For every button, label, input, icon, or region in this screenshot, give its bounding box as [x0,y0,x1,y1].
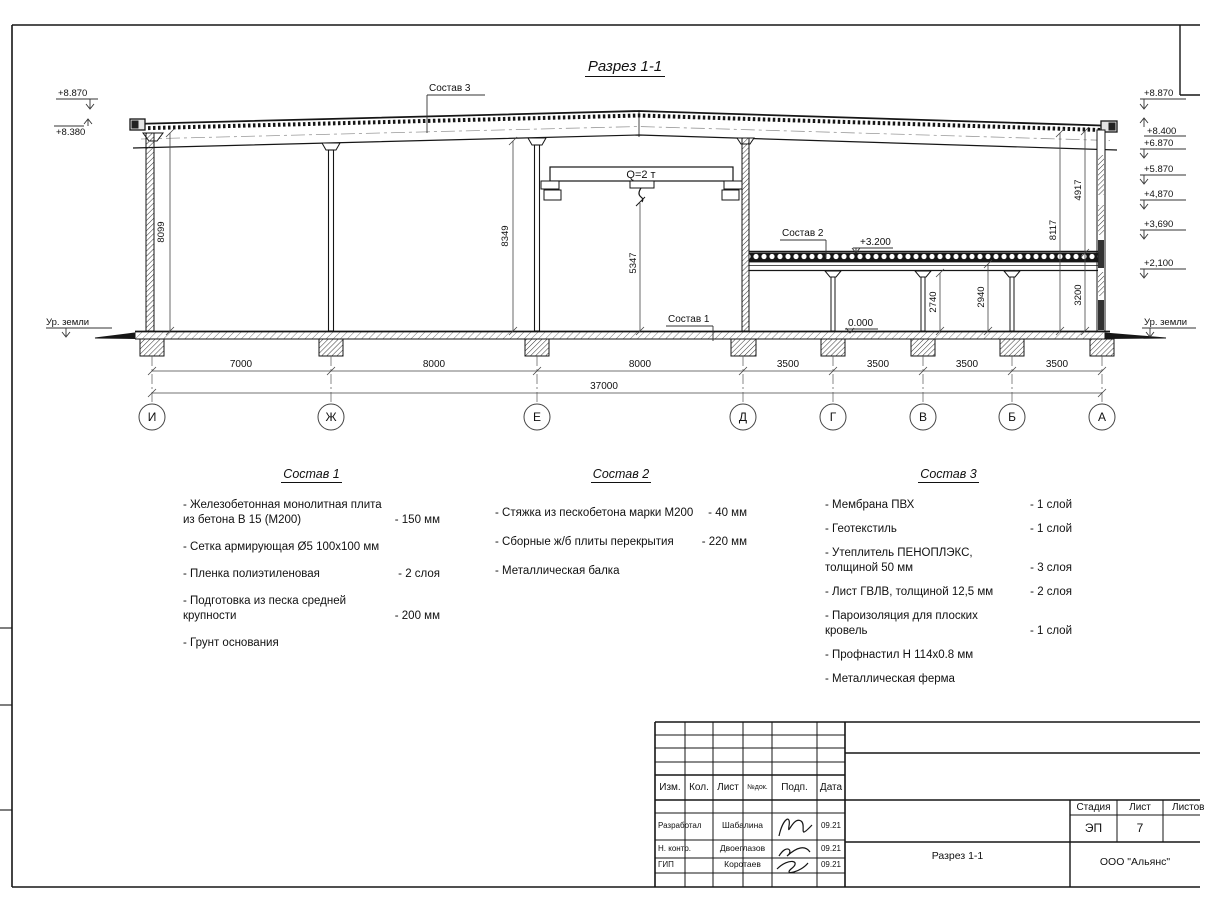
ground-line-right [1105,333,1166,339]
dim-label: 5347 [628,252,639,274]
stamp-col-ndok: №док. [747,784,768,791]
note-item: - Мембрана ПВХ - 1 слой [825,499,1072,512]
dim-label: 3500 [955,359,979,370]
stamp-role: Разработал [658,821,702,830]
stamp-col-list: Лист [717,782,739,793]
stamp-role: ГИП [658,860,674,869]
notes-sostav-2 [495,466,747,593]
axis-label: В [918,410,928,424]
dim-label: 3500 [776,359,800,370]
callouts [427,83,826,341]
note-item: - Металлическая ферма [825,672,955,685]
note-item: - Сборные ж/б плиты перекрытия - 220 мм [495,536,747,549]
elevation-label: +3.200 [860,237,891,248]
note-item: - Подготовка из песка средней крупности - 200 мм [183,595,440,622]
dim-label: 3200 [1073,284,1084,306]
callout-label: Состав 3 [429,83,471,94]
stamp-sheets-label: Листов [1172,802,1205,813]
notes-sostav-1 [183,466,440,663]
stamp-doc-name: Разрез 1-1 [931,850,984,862]
elevation-label: +5.870 [1144,164,1174,175]
elevation-label: +4,870 [1144,189,1174,200]
stamp-name: Двоеглазов [719,843,766,853]
dim-label: 4917 [1073,179,1084,201]
ground-label: Ур. земли [1144,317,1188,328]
axis-label: Г [829,410,837,424]
elevation-label: +3,690 [1144,219,1174,230]
signature [777,861,808,872]
note-item: - Пароизоляция для плоских кровель - 1 слой [825,609,1072,637]
axis-label: Д [738,410,748,424]
dim-label-total: 37000 [590,381,618,392]
elevation-label: +8.870 [1144,88,1174,99]
elevation-label: 0.000 [848,318,874,329]
notes-sostav-3 [825,466,1072,696]
note-item: - Геотекстиль - 1 слой [825,523,1072,536]
note-item: - Лист ГВЛВ, толщиной 12,5 мм - 2 слоя [825,586,1072,598]
dim-label: 8349 [500,225,511,247]
stamp-sheet-label: Лист [1129,802,1151,813]
axis-label: А [1097,410,1107,424]
elevation-label: +2,100 [1144,258,1174,269]
mezzanine-floor [749,252,1098,332]
stamp-stage-label: Стадия [1076,802,1111,813]
axis-label: И [147,410,157,424]
signatures [777,819,812,872]
walls-and-columns [143,130,1105,331]
dim-label: 7000 [229,359,253,370]
note-item: - Утеплитель ПЕНОПЛЭКС, толщиной 50 мм - 3 слоя [825,547,1072,575]
dim-label: 2940 [976,286,987,308]
notes-title: Состав 3 [920,467,977,481]
dim-label: 3500 [1045,359,1069,370]
signature [779,819,812,836]
axis-label: Б [1008,410,1016,424]
stamp-col-podp: Подп. [781,782,808,793]
stamp-date: 09.21 [820,821,842,830]
stamp-name: Шабалина [721,820,764,830]
crane-load-label: Q=2 т [626,169,656,181]
floor-and-foundations [95,332,1166,357]
dim-label: 2740 [928,291,939,313]
stamp-date: 09.21 [820,860,842,869]
stamp-role: Н. контр. [658,844,692,853]
elevation-label: +6.870 [1144,138,1174,149]
sheet-frame [0,25,1200,887]
stamp-col-izm: Изм. [659,782,681,793]
dim-label: 8000 [422,359,446,370]
stamp-org-name: ООО "Альянс" [1099,856,1171,868]
note-item: - Грунт основания [183,636,279,649]
dim-label: 8099 [156,221,167,243]
axis-label: Ж [325,410,337,424]
callout-label: Состав 2 [782,228,824,239]
axis-label: Е [532,410,542,424]
roof-truss [130,111,1117,150]
dim-label: 8117 [1048,219,1059,241]
dim-label: 8000 [628,359,652,370]
note-item: - Сетка армирующая Ø5 100x100 мм [183,541,380,554]
stamp-col-kol: Кол. [689,782,709,793]
ground-line-left [95,333,135,339]
stamp-date: 09.21 [820,844,842,853]
vertical-dimensions [156,127,1089,335]
note-item: - Стяжка из пескобетона марки М200 - 40 мм [495,507,747,520]
page-title: Разрез 1-1 [545,58,705,75]
notes-title: Состав 2 [592,467,650,481]
notes-title: Состав 1 [283,467,340,481]
stamp-name: Коротаев [724,859,761,869]
elevation-label: +8.870 [58,88,88,99]
callout-label: Состав 1 [668,314,710,325]
elevation-label: +8.380 [56,127,86,138]
note-item: - Профнастил Н 114x0.8 мм [825,648,974,661]
dim-label: 3500 [866,359,890,370]
stamp-col-data: Дата [819,782,843,793]
ground-label: Ур. земли [46,317,90,328]
horizontal-dimensions [148,356,1106,404]
note-item: - Пленка полиэтиленовая - 2 слоя [183,568,440,581]
axis-bubbles [139,404,1115,430]
note-item: - Железобетонная монолитная плита из бетона В 15 (М200) - 150 мм [183,499,440,527]
elevation-label: +8.400 [1147,126,1177,137]
note-item: - Металлическая балка [495,565,620,578]
signature [779,848,810,856]
stamp-sheet-value: 7 [1136,821,1144,835]
stamp-stage-value: ЭП [1084,821,1103,835]
